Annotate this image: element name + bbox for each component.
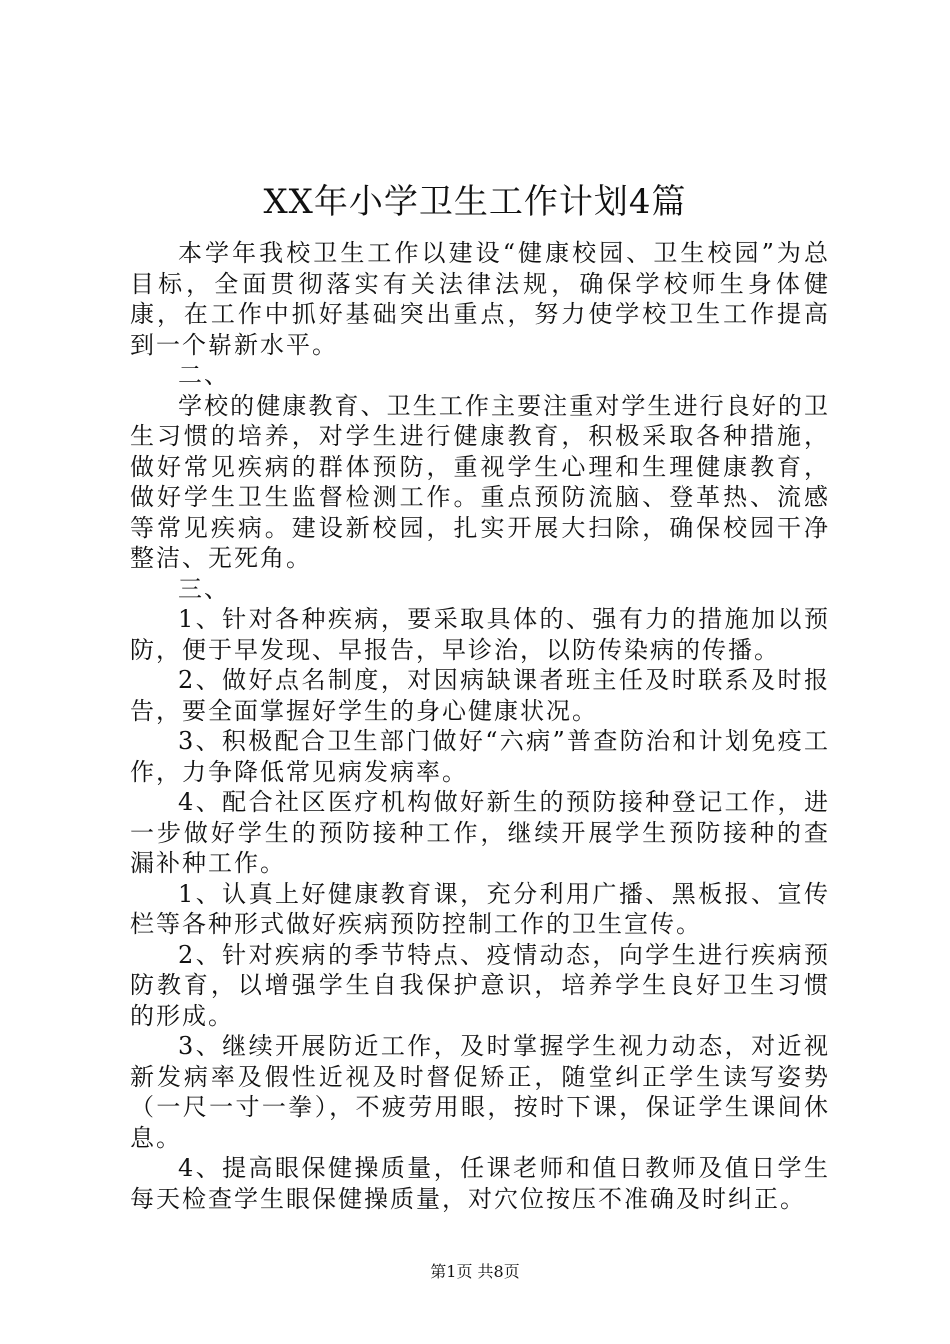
list-item: 3、积极配合卫生部门做好“六病”普查防治和计划免疫工作，力争降低常见病发病率。 <box>130 727 830 786</box>
list-item: 2、针对疾病的季节特点、疫情动态，向学生进行疾病预防教育，以增强学生自我保护意识，培养学生良好卫生习惯的形成。 <box>130 940 830 1030</box>
paragraph-intro: 本学年我校卫生工作以建设“健康校园、卫生校园”为总目标，全面贯彻落实有关法律法规，确保学校师生身体健康，在工作中抓好基础突出重点，努力使学校卫生工作提高到一个崭新水平。 <box>130 239 830 359</box>
document-title: XX年小学卫生工作计划4篇 <box>263 182 687 222</box>
list-item: 1、针对各种疾病，要采取具体的、强有力的措施加以预防，便于早发现、早报告，早诊治，以防传染病的传播。 <box>130 605 830 664</box>
page-footer: 第1页 共8页 <box>430 1262 520 1281</box>
list-item: 4、提高眼保健操质量，任课老师和值日教师及值日学生每天检查学生眼保健操质量，对穴位按压不准确及时纠正。 <box>130 1154 830 1213</box>
list-item: 2、做好点名制度，对因病缺课者班主任及时联系及时报告，要全面掌握好学生的身心健康状况。 <box>130 666 830 725</box>
list-item: 1、认真上好健康教育课，充分利用广播、黑板报、宣传栏等各种形式做好疾病预防控制工作的卫生宣传。 <box>130 879 830 938</box>
paragraph-health-education: 学校的健康教育、卫生工作主要注重对学生进行良好的卫生习惯的培养，对学生进行健康教育，积极采取各种措施，做好常见疾病的群体预防，重视学生心理和生理健康教育，做好学生卫生监督检测工作。重点预防流脑、登革热、流感等常见疾病。建设新校园，扎实开展大扫除，确保校园干净整洁、无死角。 <box>130 391 830 572</box>
section-heading-three: 三、 <box>178 574 230 603</box>
list-item: 3、继续开展防近工作，及时掌握学生视力动态，对近视新发病率及假性近视及时督促矫正，随堂纠正学生读写姿势（一尺一寸一拳），不疲劳用眼，按时下课，保证学生课间休息。 <box>130 1032 830 1152</box>
document-body <box>130 238 830 1214</box>
section-heading-two: 二、 <box>178 361 230 389</box>
list-item: 4、配合社区医疗机构做好新生的预防接种登记工作，进一步做好学生的预防接种工作，继续开展学生预防接种的查漏补种工作。 <box>130 788 830 877</box>
